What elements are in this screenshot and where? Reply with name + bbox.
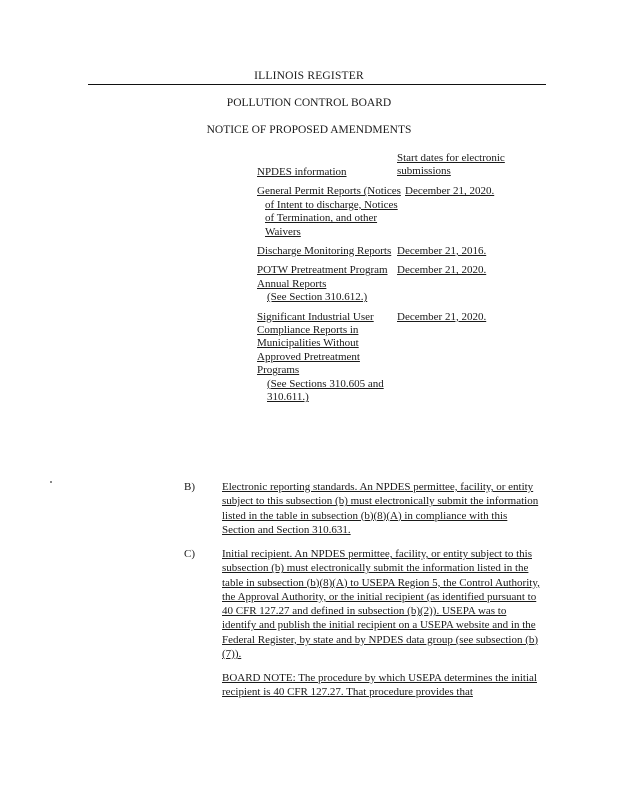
row-date: December 21, 2020. [397,264,487,277]
npdes-schedule-table [257,152,517,411]
table-header-row [257,152,517,179]
agency-name: POLLUTION CONTROL BOARD [226,97,392,109]
row-info-cell [257,264,397,304]
board-note [222,671,540,700]
col-header-start-dates: Start dates for electronic submissions [397,152,505,178]
subsection-label: B) [184,481,195,493]
subsection-label: C) [184,548,195,560]
header-rule [88,84,546,85]
table-row [257,245,517,258]
row-date: December 21, 2016. [397,245,487,258]
subsection-text: Initial recipient. An NPDES permittee, facility, or entity subject to this subsection (b) must electronically submit the information listed in the table in subsection (b)(8)(A) to USEPA Region 5, the Control Authority, the Approval Authority, or the initial recipient (as identified pursuant to 40 CFR 127.27 and defined in subsection (b)(2)). USEPA was to identify and publish the initial recipient on a USEPA website and in the Federal Register, by state and by NPDES data group (see subsection (b)(7)). [222,548,540,661]
subsection-text: Electronic reporting standards. An NPDES permittee, facility, or entity subject to this subsection (b) must electronically submit the information listed in the table in subsection (b)(8)(A) in compliance with this Section and Section 310.631. [222,481,539,536]
col-header-npdes-information: NPDES information [257,166,347,178]
row-info-cell [257,311,397,405]
register-title: ILLINOIS REGISTER [254,70,364,82]
row-info: Significant Industrial User Compliance Reports in Municipalities Without Approved Pretreatment Programs [257,310,374,377]
row-date: December 21, 2020. [397,310,487,323]
row-info: Discharge Monitoring Reports [257,245,392,258]
row-info: POTW Pretreatment Program Annual Reports [257,264,388,290]
subsection-c [184,547,540,661]
board-note-text: BOARD NOTE: The procedure by which USEPA determines the initial recipient is 40 CFR 127.27. That procedure provides that [222,672,537,699]
notice-title: NOTICE OF PROPOSED AMENDMENTS [206,124,412,136]
table-row [257,264,517,304]
row-info-note: (See Section 310.612.) [267,291,368,304]
row-info: General Permit Reports (Notices of Intent to discharge, Notices of Termination, and other Waivers [257,185,401,238]
table-row [257,185,517,239]
row-info-note: (See Sections 310.605 and 310.611.) [267,377,384,404]
subsection-b [184,480,540,537]
table-row [257,311,517,405]
scan-speck [50,481,52,483]
row-date: December 21, 2020. [405,185,495,198]
